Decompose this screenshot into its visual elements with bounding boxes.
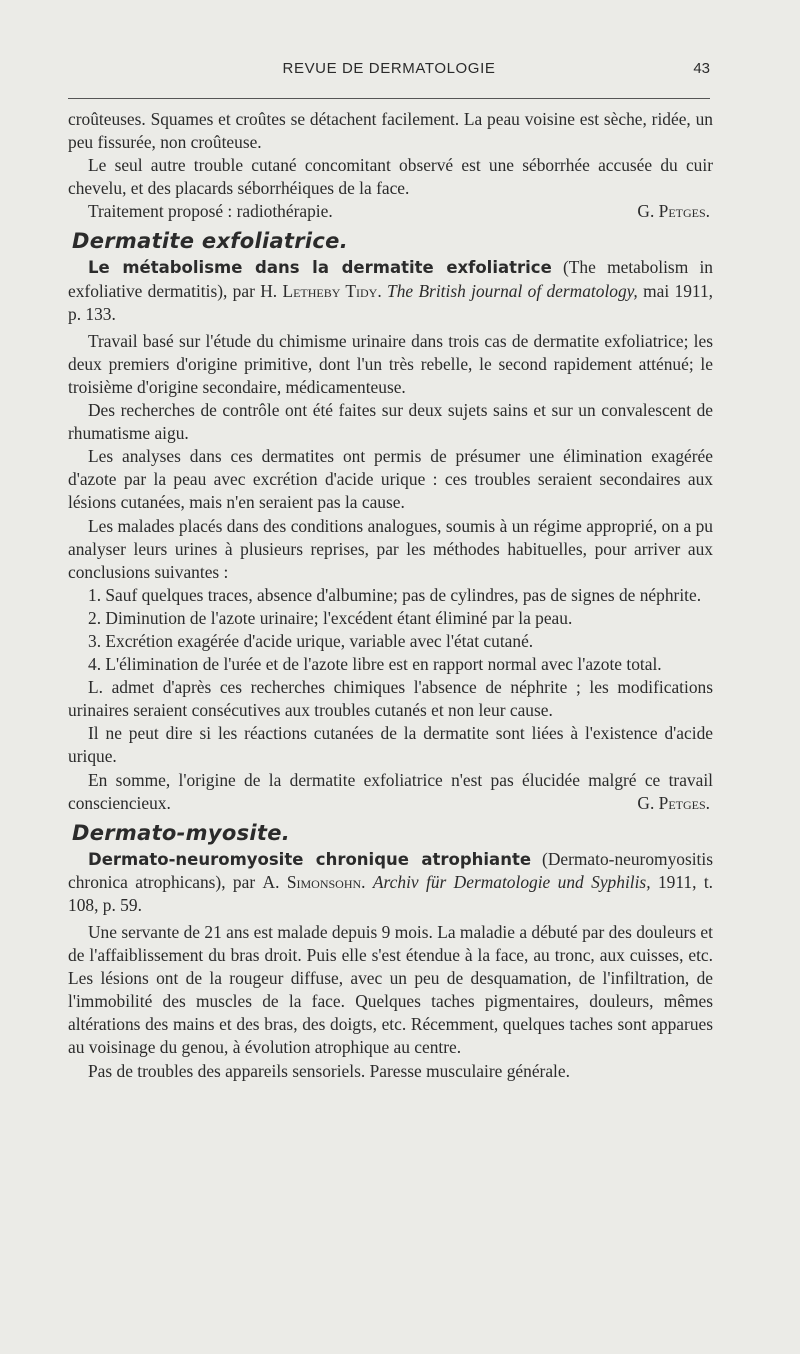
paragraph: Travail basé sur l'étude du chimisme urinaire dans trois cas de dermatite exfoliatrice; les deux premiers d'origine primitive, dont l'un très rebelle, le second rapidement atténué; le troisième d'origine secondaire, médicamenteuse. (68, 330, 713, 397)
header-rule (68, 98, 710, 99)
article-title: Le métabolisme dans la dermatite exfoliatrice (88, 258, 552, 278)
list-item: 4. L'élimination de l'urée et de l'azote libre est en rapport normal avec l'azote total. (88, 654, 662, 675)
paragraph: Une servante de 21 ans est malade depuis 9 mois. La maladie a débuté par des douleurs et de l'affaiblissement du bras droit. Puis elle s'est étendue à la face, au tronc, aux cuisses, etc. Les lésions ont de la rougeur diffuse, avec un peu de desquamation, de l'infiltration, de l'immobilité des muscles de la face. Quelques taches pigmentaires, douleurs, mêmes altérations des mains et des bras, des doigts, etc. Récemment, quelques taches sont apparues au voisinage du genou, à évolution atrophique au centre. (68, 922, 713, 1058)
article-subtitle: (The metabolism in exfoliative dermatitis), par (68, 257, 713, 301)
paragraph: Le seul autre trouble cutané concomitant observé est une séborrhée accusée du cuir chevelu, et des placards séborrhéiques de la face. (68, 155, 713, 199)
paragraph-with-signature (68, 769, 713, 815)
article-author: A. Simonsohn (262, 871, 362, 892)
section-heading: Dermato-myosite. (72, 820, 291, 845)
paragraph-with-signature (68, 200, 713, 223)
author-separator: . (361, 871, 373, 892)
paragraph-text: En somme, l'origine de la dermatite exfoliatrice n'est pas élucidée malgré ce travail consciencieux. (68, 769, 713, 813)
running-title: REVUE DE DERMATOLOGIE (282, 60, 496, 77)
paragraph: Des recherches de contrôle ont été faites sur deux sujets sains et sur un convalescent de rhumatisme aigu. (68, 400, 713, 444)
list-item: 3. Excrétion exagérée d'acide urique, variable avec l'état cutané. (88, 630, 534, 651)
article-reference (68, 256, 713, 325)
paragraph-text: Traitement proposé : radiothérapie. (88, 201, 333, 222)
paragraph: Les analyses dans ces dermatites ont permis de présumer une élimination exagérée d'azote par la peau avec excrétion d'acide urique : ces troubles seraient secondaires aux lésions cutanées, mais n'en seraient pas la cause. (68, 446, 713, 513)
citation-details: mai 1911, p. 133. (68, 280, 713, 324)
paragraph: croûteuses. Squames et croûtes se détachent facilement. La peau voisine est sèche, ridée, un peu fissurée, non croûteuse. (68, 109, 713, 153)
journal-title: Archiv für Dermatologie und Syphilis, (372, 871, 651, 892)
paragraph: Pas de troubles des appareils sensoriels. Paresse musculaire générale. (88, 1060, 570, 1081)
article-body (68, 108, 713, 1083)
paragraph: Il ne peut dire si les réactions cutanées de la dermatite sont liées à l'existence d'acide urique. (68, 723, 713, 767)
signature: G. Petges. (637, 792, 710, 813)
paragraph: L. admet d'après ces recherches chimiques l'absence de néphrite ; les modifications urinaires seraient consécutives aux troubles cutanés et non leur cause. (68, 677, 713, 721)
running-header (68, 60, 710, 84)
page-number: 43 (693, 60, 710, 77)
citation-details: 1911, t. 108, p. 59. (68, 871, 713, 915)
signature: G. Petges. (637, 201, 710, 222)
list-item: 1. Sauf quelques traces, absence d'albumine; pas de cylindres, pas de signes de néphrite. (88, 584, 702, 605)
list-item: 2. Diminution de l'azote urinaire; l'excédent étant éliminé par la peau. (88, 607, 573, 628)
article-subtitle: (Dermato-neuromyositis chronica atrophicans), par (68, 848, 713, 892)
journal-title: The British journal of dermatology, (387, 280, 638, 301)
article-author: H. Letheby Tidy (260, 280, 378, 301)
article-title: Dermato-neuromyosite chronique atrophiante (88, 849, 532, 869)
section-heading: Dermatite exfoliatrice. (72, 229, 348, 254)
author-separator: . (377, 280, 388, 301)
paragraph: Les malades placés dans des conditions analogues, soumis à un régime approprié, on a pu analyser leurs urines à plusieurs reprises, par les méthodes habituelles, pour arriver aux conclusions suivantes : (68, 515, 713, 582)
article-reference (68, 848, 713, 917)
